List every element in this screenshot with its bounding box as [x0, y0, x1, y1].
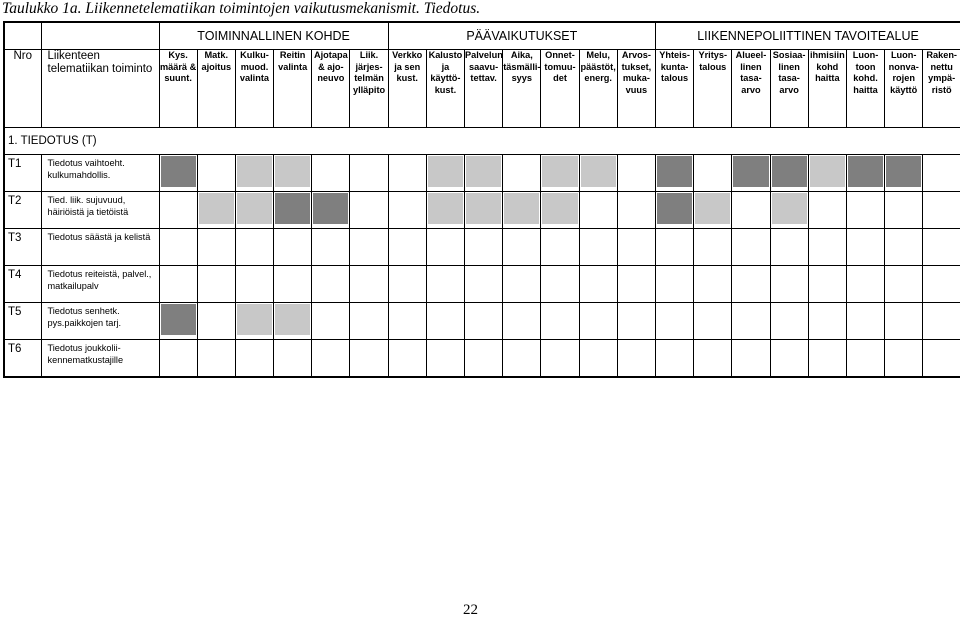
impact-cell	[388, 155, 426, 192]
impact-cell	[885, 266, 923, 303]
impact-cell	[426, 155, 464, 192]
column-header-13: Arvos-tukset, muka-vuus	[617, 50, 655, 128]
table-row	[4, 340, 960, 378]
impact-cell	[426, 266, 464, 303]
group-header-blank	[4, 22, 41, 50]
impact-cell	[312, 155, 350, 192]
row-id: T4	[4, 266, 41, 303]
strong-impact-shade	[848, 156, 883, 187]
weak-impact-shade	[810, 156, 845, 187]
impact-cell	[465, 155, 503, 192]
column-header-3: Kulku-muod. valinta	[235, 50, 273, 128]
impact-cell	[732, 340, 770, 378]
column-header-19: Luon-toon kohd. haitta	[846, 50, 884, 128]
section-label: 1. TIEDOTUS (T)	[4, 128, 960, 155]
impact-cell	[197, 229, 235, 266]
column-header-14: Yhteis-kunta-talous	[655, 50, 693, 128]
impact-cell	[846, 303, 884, 340]
strong-impact-shade	[275, 193, 310, 224]
weak-impact-shade	[275, 304, 310, 335]
weak-impact-shade	[428, 193, 463, 224]
impact-cell	[694, 303, 732, 340]
impact-cell	[197, 155, 235, 192]
weak-impact-shade	[237, 304, 272, 335]
impact-cell	[923, 266, 960, 303]
strong-impact-shade	[657, 156, 692, 187]
impact-cell	[197, 340, 235, 378]
impact-cell	[388, 192, 426, 229]
impact-cell	[197, 192, 235, 229]
column-header-21: Raken-nettu ympä-ristö	[923, 50, 960, 128]
impact-cell	[846, 340, 884, 378]
impact-cell	[274, 192, 312, 229]
weak-impact-shade	[581, 156, 616, 187]
impact-cell	[503, 192, 541, 229]
impact-cell	[885, 229, 923, 266]
impact-cell	[274, 155, 312, 192]
impact-cell	[312, 340, 350, 378]
impact-cell	[846, 266, 884, 303]
strong-impact-shade	[733, 156, 768, 187]
row-id: T5	[4, 303, 41, 340]
impact-cell	[274, 266, 312, 303]
impact-cell	[923, 340, 960, 378]
impact-cell	[503, 340, 541, 378]
impact-cell	[885, 303, 923, 340]
impact-cell	[159, 155, 197, 192]
weak-impact-shade	[542, 156, 577, 187]
impact-cell	[617, 340, 655, 378]
weak-impact-shade	[237, 193, 272, 224]
impact-cell	[503, 155, 541, 192]
impact-cell	[885, 340, 923, 378]
impact-cell	[808, 266, 846, 303]
row-id: T6	[4, 340, 41, 378]
row-description: Tiedotus säästä ja kelistä	[41, 229, 159, 266]
strong-impact-shade	[161, 156, 196, 187]
row-description: Tiedotus joukkolii-kennematkustajille	[41, 340, 159, 378]
column-header-8: Kalusto ja käyttö-kust.	[426, 50, 464, 128]
strong-impact-shade	[772, 156, 807, 187]
weak-impact-shade	[695, 193, 730, 224]
impact-cell	[465, 229, 503, 266]
impact-cell	[350, 155, 388, 192]
group-header-blank-2	[41, 22, 159, 50]
weak-impact-shade	[466, 156, 501, 187]
weak-impact-shade	[237, 156, 272, 187]
impact-cell	[617, 303, 655, 340]
impact-cell	[426, 229, 464, 266]
impact-cell	[770, 229, 808, 266]
strong-impact-shade	[161, 304, 196, 335]
impact-cell	[579, 266, 617, 303]
weak-impact-shade	[504, 193, 539, 224]
impact-cell	[923, 229, 960, 266]
table-row	[4, 266, 960, 303]
impact-cell	[159, 229, 197, 266]
impact-cell	[655, 229, 693, 266]
strong-impact-shade	[657, 193, 692, 224]
weak-impact-shade	[772, 193, 807, 224]
impact-cell	[350, 266, 388, 303]
column-header-20: Luon-nonva-rojen käyttö	[885, 50, 923, 128]
impact-cell	[579, 192, 617, 229]
impact-cell	[541, 192, 579, 229]
group-header-tavoitealue: LIIKENNEPOLIITTINEN TAVOITEALUE	[655, 22, 960, 50]
impact-cell	[617, 192, 655, 229]
impact-cell	[274, 340, 312, 378]
impact-cell	[235, 192, 273, 229]
impact-cell	[655, 266, 693, 303]
row-id: T1	[4, 155, 41, 192]
impact-cell	[312, 192, 350, 229]
group-header-paavaikutukset: PÄÄVAIKUTUKSET	[388, 22, 655, 50]
impact-cell	[388, 303, 426, 340]
impact-cell	[388, 229, 426, 266]
impact-cell	[770, 155, 808, 192]
table-row	[4, 155, 960, 192]
strong-impact-shade	[886, 156, 921, 187]
impact-cell	[465, 303, 503, 340]
weak-impact-shade	[466, 193, 501, 224]
column-header-4: Reitin valinta	[274, 50, 312, 128]
weak-impact-shade	[542, 193, 577, 224]
impact-cell	[235, 303, 273, 340]
impact-cell	[235, 155, 273, 192]
impact-cell	[923, 155, 960, 192]
impact-cell	[808, 192, 846, 229]
row-description: Tiedotus vaihtoeht. kulkumahdollis.	[41, 155, 159, 192]
impact-cell	[694, 340, 732, 378]
impact-cell	[808, 155, 846, 192]
impact-cell	[579, 155, 617, 192]
impact-cell	[655, 303, 693, 340]
impact-cell	[617, 266, 655, 303]
impact-cell	[274, 303, 312, 340]
impact-cell	[846, 155, 884, 192]
impact-cell	[350, 192, 388, 229]
weak-impact-shade	[199, 193, 234, 224]
impact-cell	[312, 266, 350, 303]
impact-cell	[808, 303, 846, 340]
impact-cell	[923, 303, 960, 340]
impact-table	[3, 21, 960, 378]
impact-cell	[503, 266, 541, 303]
impact-cell	[885, 192, 923, 229]
impact-cell	[655, 155, 693, 192]
row-id: T2	[4, 192, 41, 229]
impact-cell	[197, 303, 235, 340]
row-id: T3	[4, 229, 41, 266]
impact-cell	[465, 340, 503, 378]
impact-cell	[541, 340, 579, 378]
impact-cell	[732, 303, 770, 340]
impact-cell	[235, 229, 273, 266]
impact-cell	[503, 229, 541, 266]
column-header-activity: Liikenteen telematiikan toiminto	[41, 50, 159, 128]
impact-cell	[846, 192, 884, 229]
column-header-16: Alueel-linen tasa-arvo	[732, 50, 770, 128]
impact-cell	[350, 303, 388, 340]
impact-cell	[579, 340, 617, 378]
table-row	[4, 229, 960, 266]
impact-cell	[655, 192, 693, 229]
impact-cell	[770, 192, 808, 229]
impact-cell	[465, 192, 503, 229]
impact-cell	[235, 340, 273, 378]
impact-cell	[350, 229, 388, 266]
column-header-7: Verkko ja sen kust.	[388, 50, 426, 128]
impact-cell	[159, 340, 197, 378]
impact-cell	[503, 303, 541, 340]
page-number: 22	[463, 602, 478, 618]
impact-cell	[694, 229, 732, 266]
impact-cell	[388, 340, 426, 378]
row-description: Tiedotus senhetk. pys.paikkojen tarj.	[41, 303, 159, 340]
impact-cell	[426, 192, 464, 229]
impact-cell	[808, 340, 846, 378]
strong-impact-shade	[313, 193, 348, 224]
row-description: Tiedotus reiteistä, palvel., matkailupalv	[41, 266, 159, 303]
impact-cell	[770, 266, 808, 303]
column-header-9: Palvelun saavu-tettav.	[465, 50, 503, 128]
impact-cell	[541, 266, 579, 303]
impact-cell	[465, 266, 503, 303]
weak-impact-shade	[275, 156, 310, 187]
impact-cell	[732, 266, 770, 303]
impact-cell	[388, 266, 426, 303]
impact-cell	[732, 192, 770, 229]
impact-cell	[159, 303, 197, 340]
impact-cell	[426, 303, 464, 340]
impact-cell	[617, 229, 655, 266]
table-row	[4, 192, 960, 229]
impact-cell	[426, 340, 464, 378]
impact-cell	[694, 192, 732, 229]
table-row	[4, 303, 960, 340]
column-header-5: Ajotapa & ajo-neuvo	[312, 50, 350, 128]
impact-cell	[617, 155, 655, 192]
impact-cell	[579, 229, 617, 266]
impact-cell	[541, 229, 579, 266]
column-header-11: Onnet-tomuu-det	[541, 50, 579, 128]
impact-cell	[732, 229, 770, 266]
impact-cell	[770, 340, 808, 378]
column-header-18: ihmisiin kohd haitta	[808, 50, 846, 128]
impact-cell	[541, 155, 579, 192]
impact-cell	[885, 155, 923, 192]
impact-cell	[846, 229, 884, 266]
column-header-10: Aika, täsmälli-syys	[503, 50, 541, 128]
impact-cell	[312, 303, 350, 340]
column-header-2: Matk. ajoitus	[197, 50, 235, 128]
table-caption: Taulukko 1a. Liikennetelematiikan toimintojen vaikutusmekanismit. Tiedotus.	[2, 0, 481, 17]
weak-impact-shade	[428, 156, 463, 187]
impact-cell	[159, 266, 197, 303]
impact-cell	[159, 192, 197, 229]
column-header-nro: Nro	[4, 50, 41, 128]
impact-cell	[350, 340, 388, 378]
column-header-12: Melu, päästöt, energ.	[579, 50, 617, 128]
impact-cell	[579, 303, 617, 340]
column-header-15: Yritys-talous	[694, 50, 732, 128]
impact-cell	[923, 192, 960, 229]
impact-cell	[808, 229, 846, 266]
impact-cell	[655, 340, 693, 378]
impact-cell	[541, 303, 579, 340]
column-header-6: Liik. järjes-telmän ylläpito	[350, 50, 388, 128]
impact-cell	[770, 303, 808, 340]
impact-cell	[274, 229, 312, 266]
impact-cell	[235, 266, 273, 303]
impact-cell	[732, 155, 770, 192]
impact-cell	[694, 155, 732, 192]
impact-cell	[694, 266, 732, 303]
row-description: Tied. liik. sujuvuud, häiriöistä ja tietöistä	[41, 192, 159, 229]
column-header-1: Kys. määrä & suunt.	[159, 50, 197, 128]
column-header-17: Sosiaa-linen tasa-arvo	[770, 50, 808, 128]
group-header-toiminnallinen: TOIMINNALLINEN KOHDE	[159, 22, 388, 50]
impact-cell	[312, 229, 350, 266]
impact-cell	[197, 266, 235, 303]
